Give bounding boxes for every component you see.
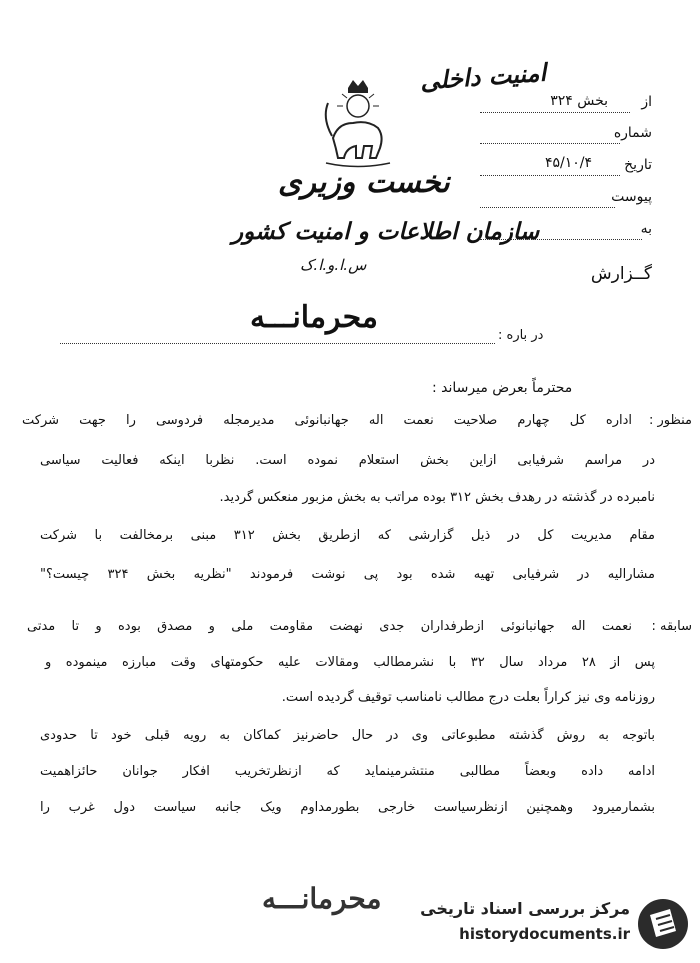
background-line-1: نعمت اله جهانبانوئی ازطرفداران جدی نهضت مقاومت ملی و مصدق بوده و تا مدتی <box>27 619 632 634</box>
purpose-line-3: نامبرده در گذشته در رهدف بخش ۳۱۲ بوده مراتب به بخش مزبور منعکس گردید. <box>219 490 655 505</box>
handwritten-classification: امنیت داخلی <box>419 57 547 96</box>
field-value-date: ۴۵/۱۰/۴ <box>544 155 592 171</box>
background-line-5: ادامه داده وبعضاً مطالبی منتشرمینماید که ازنظرتخریب افکار جوانان حائزاهمیت <box>40 764 655 779</box>
report-title: گــزارش <box>590 264 652 284</box>
purpose-line-1: اداره کل چهارم صلاحیت نعمت اله جهانبانوئی مدیرمجله فردوسی را جهت شرکت <box>22 413 632 428</box>
field-label-number: شماره <box>613 125 652 141</box>
purpose-line-5: مشارالیه در شرفیابی تهیه شده بود پی نوشت فرمودند "نظریه بخش ۳۲۴ چیست؟" <box>40 567 655 582</box>
archive-logo-icon <box>636 897 690 951</box>
organization-code: س.ا.و.ا.ک <box>300 256 367 274</box>
field-label-date: تاریخ <box>624 157 652 173</box>
field-value-from: بخش ۳۲۴ <box>550 93 608 109</box>
bottom-confidential-stamp: محرمانـــه <box>262 882 382 915</box>
field-label-attachment: پیوست <box>611 189 652 205</box>
subject-label: در باره : <box>498 328 544 343</box>
section-label-background: سابقه : <box>651 619 692 634</box>
background-line-4: باتوجه به روش گذشته مطبوعاتی وی در حال حاضرنیز کماکان به رویه قبلی خود تا حدودی <box>40 728 655 743</box>
confidential-stamp: محرمانـــه <box>250 300 378 335</box>
organization-line2: سازمان اطلاعات و امنیت کشور <box>232 218 540 245</box>
purpose-line-2: در مراسم شرفیابی ازاین بخش استعلام نموده است. نظربا اینکه فعالیت سیاسی <box>40 453 655 468</box>
background-line-2: پس از ۲۸ مرداد سال ۳۲ با نشرمطالب ومقالات علیه حکومتهای وقت مبارزه مینموده و <box>45 655 655 670</box>
salutation: محترماً بعرض میرساند : <box>432 380 573 396</box>
archive-watermark <box>405 893 690 955</box>
lion-and-sun-icon <box>318 78 398 168</box>
watermark-url: historydocuments.ir <box>459 925 630 943</box>
section-label-purpose: منظور : <box>648 413 692 428</box>
watermark-title: مرکز بررسی اسناد تاریخی <box>420 899 630 918</box>
background-line-6: بشمارمیرود وهمچنین ازنظرسیاست خارجی بطورمداوم ویک جانبه سیاست دول غرب را <box>40 800 655 815</box>
organization-line1: نخست وزیری <box>278 165 450 200</box>
background-line-3: روزنامه وی نیز کراراً بعلت درج مطالب نامناسب توقیف گردیده است. <box>281 690 655 705</box>
field-label-to: به <box>640 221 652 237</box>
purpose-line-4: مقام مدیریت کل در ذیل گزارشی که ازطریق بخش ۳۱۲ مبنی برمخالفت با شرکت <box>40 528 655 543</box>
field-label-from: از <box>641 94 652 110</box>
